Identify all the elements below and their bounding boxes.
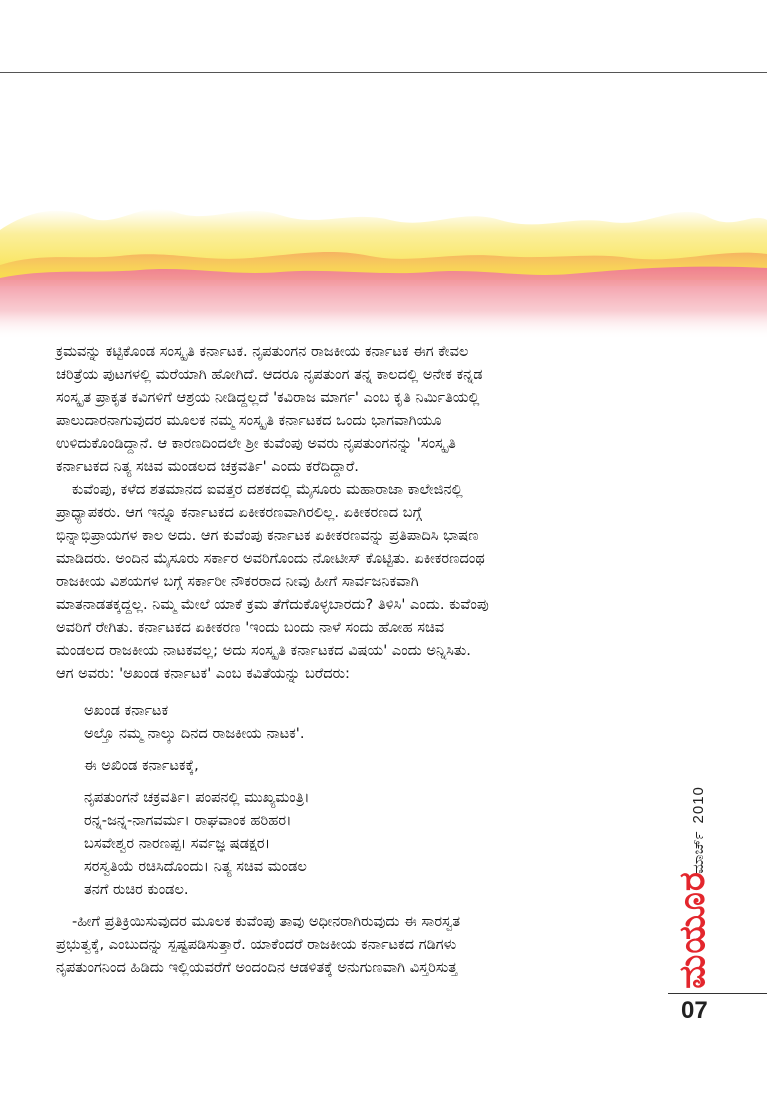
article-body [56,340,626,979]
text-line: ಮಂಡಲದ ರಾಜಕೀಯ ನಾಟಕವಲ್ಲ; ಅದು ಸಂಸ್ಕೃತಿ ಕರ್ನಾಟಕದ ವಿಷಯ' ಎಂದು ಅನ್ನಿಸಿತು. [56,642,471,659]
issue-date [689,786,707,874]
text-line: ಆಗ ಅವರು: 'ಅಖಂಡ ಕರ್ನಾಟಕ' ಎಂಬ ಕವಿತೆಯನ್ನು ಬರೆದರು: [56,665,350,682]
poem-block [56,699,626,745]
issue-year: 2010 [690,786,707,824]
text-line: ಕ್ರಮವನ್ನು ಕಟ್ಟಿಕೊಂಡ ಸಂಸ್ಕೃತಿ ಕರ್ನಾಟಕ. ನೃಪತುಂಗನ ರಾಜಕೀಯ ಕರ್ನಾಟಕ ಈಗ ಕೇವಲ [56,343,469,360]
poem-line: ಸರಸ್ವತಿಯೆ ರಚಿಸಿದೊಂದು। ನಿತ್ಯ ಸಚಿವ ಮಂಡಲ [84,858,307,875]
poem-intro [56,754,626,777]
text-line: ಕರ್ನಾಟಕದ ನಿತ್ಯ ಸಚಿವ ಮಂಡಲದ ಚಕ್ರವರ್ತಿ' ಎಂದು ಕರೆದಿದ್ದಾರೆ. [56,458,359,475]
text-line: ಮಾಡಿದರು. ಅಂದಿನ ಮೈಸೂರು ಸರ್ಕಾರ ಅವರಿಗೊಂದು ನೋಟೀಸ್ ಕೊಟ್ಟಿತು. ಏಕೀಕರಣದಂಥ [56,550,485,567]
text-line: ಅವರಿಗೆ ರೇಗಿತು. ಕರ್ನಾಟಕದ ಏಕೀಕರಣ 'ಇಂದು ಬಂದು ನಾಳೆ ಸಂದು ಹೋಹ ಸಚಿವ [56,619,445,636]
text-line: ನೃಪತುಂಗನಿಂದ ಹಿಡಿದು ಇಲ್ಲಿಯವರೆಗೆ ಅಂದಂದಿನ ಆಡಳಿತಕ್ಕೆ ಅನುಗುಣವಾಗಿ ವಿಸ್ತರಿಸುತ್ತ [56,959,458,976]
magazine-logo: ಮಯೂರ [672,871,713,989]
paragraph [56,478,626,685]
text-line: ರಾಜಕೀಯ ವಿಶಯಗಳ ಬಗ್ಗೆ ಸರ್ಕಾರೀ ನೌಕರರಾದ ನೀವು ಹೀಗೆ ಸಾರ್ವಜನಿಕವಾಗಿ [56,573,419,590]
poem-line: ಅಖಂಡ ಕರ್ನಾಟಕ [84,702,169,719]
header-rule [0,72,767,73]
poem-line: ಅಲ್ತೊ ನಮ್ಮ ನಾಲ್ಕು ದಿನದ ರಾಜಕೀಯ ನಾಟಕ'. [84,725,305,742]
text-line: ಪಾಲುದಾರನಾಗುವುದರ ಮೂಲಕ ನಮ್ಮ ಸಂಸ್ಕೃತಿ ಕರ್ನಾಟಕದ ಒಂದು ಭಾಗವಾಗಿಯೂ [56,412,442,429]
poem-line: ಈ ಅಖಿಂಡ ಕರ್ನಾಟಕಕ್ಕೆ, [84,757,199,774]
poem-block [56,786,626,901]
text-line: ಉಳಿದುಕೊಂಡಿದ್ದಾನೆ. ಆ ಕಾರಣದಿಂದಲೇ ಶ್ರೀ ಕುವೆಂಪು ಅವರು ನೃಪತುಂಗನನ್ನು 'ಸಂಸ್ಕೃತಿ [56,435,456,452]
page-number: 07 [681,997,708,1024]
poem-line: ನೃಪತುಂಗನೆ ಚಕ್ರವರ್ತಿ। ಪಂಪನಲ್ಲಿ ಮುಖ್ಯಮಂತ್ರಿ। [84,789,310,806]
text-line: ಸಂಸ್ಕೃತ ಪ್ರಾಕೃತ ಕವಿಗಳಿಗೆ ಆಶ್ರಯ ನೀಡಿದ್ದಲ್ಲದೆ 'ಕವಿರಾಜ ಮಾರ್ಗ' ಎಂಬ ಕೃತಿ ನಿರ್ಮಿತಿಯಲ್ಲಿ [56,389,480,406]
paragraph [56,910,626,979]
text-line: ಭಿನ್ನಾಭಿಪ್ರಾಯಗಳ ಕಾಲ ಅದು. ಆಗ ಕುವೆಂಪು ಕರ್ನಾಟಕ ಏಕೀಕರಣವನ್ನು ಪ್ರತಿಪಾದಿಸಿ ಭಾಷಣ [56,527,479,544]
text-line: ಪ್ರಭುತ್ವಕ್ಕೆ, ಎಂಬುದನ್ನು ಸ್ಪಷ್ಟಪಡಿಸುತ್ತಾರೆ. ಯಾಕೆಂದರೆ ರಾಜಕೀಯ ಕರ್ನಾಟಕದ ಗಡಿಗಳು [56,936,457,953]
decorative-wave-banner [0,190,767,340]
text-line: ಚರಿತ್ರೆಯ ಪುಟಗಳಲ್ಲಿ ಮರೆಯಾಗಿ ಹೋಗಿದೆ. ಆದರೂ ನೃಪತುಂಗ ತನ್ನ ಕಾಲದಲ್ಲಿ ಅನೇಕ ಕನ್ನಡ [56,366,483,383]
text-line: ಪ್ರಾಧ್ಯಾಪಕರು. ಆಗ ಇನ್ನೂ ಕರ್ನಾಟಕದ ಏಕೀಕರಣವಾಗಿರಲಿಲ್ಲ. ಏಕೀಕರಣದ ಬಗ್ಗೆ [56,504,422,521]
issue-month: ಮಾರ್ಚ್ [689,831,707,874]
paragraph [56,340,626,478]
page-number-rule [668,993,767,994]
poem-line: ಬಸವೇಶ್ವರ ನಾರಣಪ್ಪ। ಸರ್ವಜ್ಞ ಷಡಕ್ಷರ। [84,835,271,852]
text-line: -ಹೀಗೆ ಪ್ರತಿಕ್ರಿಯಿಸುವುದರ ಮೂಲಕ ಕುವೆಂಪು ತಾವು ಅಧೀನರಾಗಿರುವುದು ಈ ಸಾರಸ್ವತ [72,913,461,930]
poem-line: ತನಗೆ ರುಚಿರ ಕುಂಡಲ. [84,881,189,898]
poem-line: ರನ್ನ-ಜನ್ನ-ನಾಗವರ್ಮ। ರಾಘವಾಂಕ ಹರಿಹರ। [84,812,292,829]
text-line: ಮಾತನಾಡತಕ್ಕದ್ದಲ್ಲ. ನಿಮ್ಮ ಮೇಲೆ ಯಾಕೆ ಕ್ರಮ ತೆಗೆದುಕೊಳ್ಳಬಾರದು? ತಿಳಿಸಿ' ಎಂದು. ಕುವೆಂಪು [56,596,489,613]
text-line: ಕುವೆಂಪು, ಕಳೆದ ಶತಮಾನದ ಐವತ್ತರ ದಶಕದಲ್ಲಿ ಮೈಸೂರು ಮಹಾರಾಜಾ ಕಾಲೇಜಿನಲ್ಲಿ [72,481,463,498]
